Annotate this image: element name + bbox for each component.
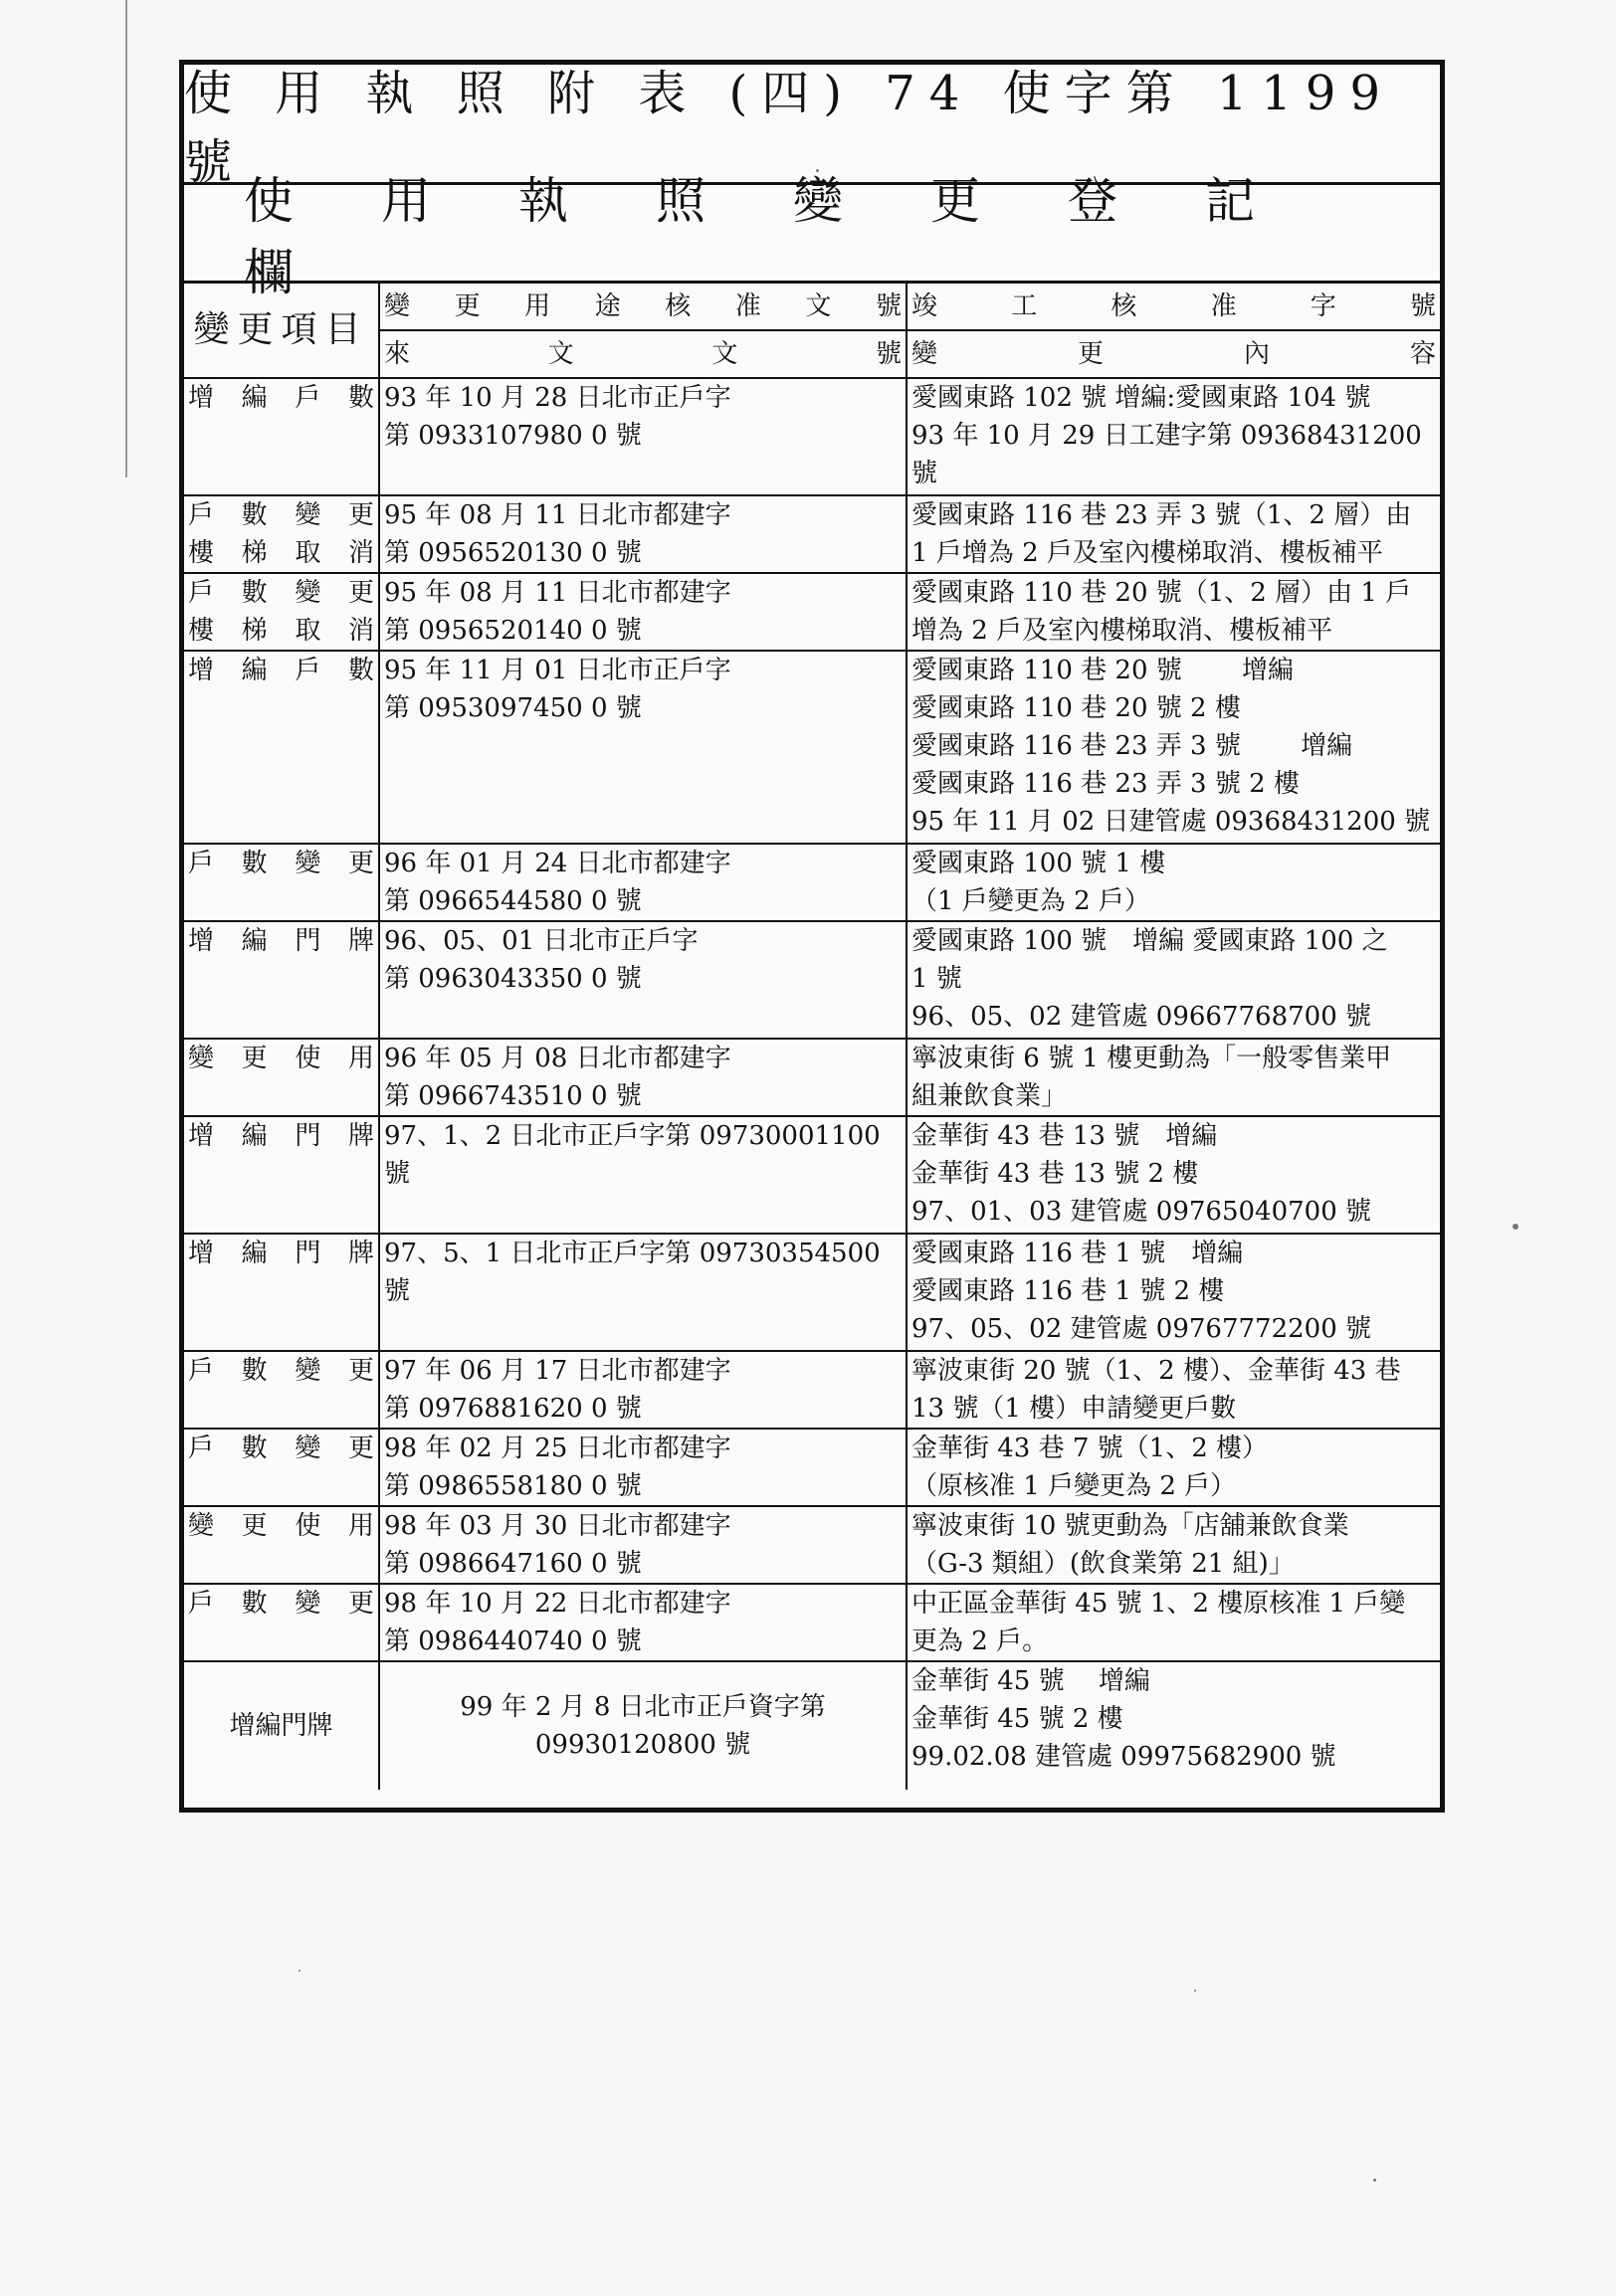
change-item-cell (184, 1351, 379, 1429)
approval-ref-line: 第 0933107980 0 號 (384, 421, 642, 451)
approval-ref-line: 99 年 2 月 8 日北市正戶資字第 (460, 1692, 826, 1722)
approval-ref-cell (379, 844, 907, 921)
change-content-line: 金華街 45 號 2 樓 (911, 1704, 1123, 1734)
change-content-cell (907, 1506, 1440, 1584)
table-row (184, 1661, 1440, 1790)
change-item-label: 增 編 戶 數 (188, 656, 374, 685)
change-content-line: 金華街 43 巷 13 號 增編 (911, 1121, 1218, 1151)
change-content-line: 寧波東街 10 號更動為「店舖兼飲食業 (911, 1511, 1349, 1541)
change-content-cell (907, 495, 1440, 573)
scan-speck (299, 1970, 301, 1972)
change-content-line: 愛國東路 116 巷 23 弄 3 號（1、2 層）由 (911, 500, 1412, 530)
change-item-label: 戶 數 變 更 (188, 1434, 374, 1463)
change-content-line: 1 戶增為 2 戶及室內樓梯取消、樓板補平 (911, 538, 1383, 568)
change-register-table (184, 284, 1440, 1790)
approval-ref-line: 號 (384, 1159, 411, 1189)
change-content-line: 愛國東路 110 巷 20 號 2 樓 (911, 693, 1241, 723)
change-content-line: 愛國東路 110 巷 20 號 增編 (911, 656, 1295, 685)
approval-ref-line: 96 年 01 月 24 日北市都建字 (384, 849, 731, 878)
change-item-label: 戶 數 變 更 (188, 1589, 374, 1619)
change-content-line: 13 號（1 樓）申請變更戶數 (911, 1394, 1237, 1424)
scan-speck (1373, 2179, 1376, 2182)
change-content-line: 95 年 11 月 02 日建管處 09368431200 號 (911, 807, 1431, 837)
change-content-cell (907, 1039, 1440, 1116)
scan-speck (1194, 1990, 1196, 1992)
approval-ref-cell (379, 1351, 907, 1429)
approval-ref-line: 97 年 06 月 17 日北市都建字 (384, 1356, 731, 1386)
change-item-cell (184, 495, 379, 573)
change-item-label: 戶 數 變 更 (188, 849, 374, 878)
change-item-label: 增 編 門 牌 (188, 926, 374, 956)
change-content-line: 號 (911, 459, 938, 488)
approval-ref-line: 96 年 05 月 08 日北市都建字 (384, 1044, 731, 1073)
approval-ref-line: 97、1、2 日北市正戶字第 09730001100 (384, 1121, 881, 1151)
table-row (184, 1584, 1440, 1661)
table-row (184, 651, 1440, 844)
approval-ref-line: 95 年 11 月 01 日北市正戶字 (384, 656, 731, 685)
header-incoming-ref: 來 文 文 號 (379, 330, 907, 378)
scan-speck (1513, 1224, 1518, 1230)
approval-ref-line: 號 (384, 1276, 411, 1306)
approval-ref-cell (379, 1661, 907, 1790)
approval-ref-cell (379, 1039, 907, 1116)
approval-ref-cell (379, 378, 907, 495)
change-content-line: 金華街 45 號 增編 (911, 1666, 1150, 1696)
change-item-label: 樓 梯 取 消 (188, 538, 374, 568)
change-item-label: 樓 梯 取 消 (188, 616, 374, 646)
approval-ref-line: 第 0986440740 0 號 (384, 1626, 642, 1656)
change-content-line: 96、05、02 建管處 09667768700 號 (911, 1002, 1372, 1032)
change-item-label: 戶 數 變 更 (188, 500, 374, 530)
change-content-cell (907, 1661, 1440, 1790)
table-row (184, 1429, 1440, 1506)
change-content-line: 1 號 (911, 964, 962, 994)
approval-ref-line: 第 0986558180 0 號 (384, 1471, 642, 1501)
change-content-line: 金華街 43 巷 13 號 2 樓 (911, 1159, 1199, 1189)
change-content-cell (907, 844, 1440, 921)
change-content-line: （原核准 1 戶變更為 2 戶） (911, 1471, 1237, 1501)
change-content-cell (907, 1116, 1440, 1234)
change-content-line: 寧波東街 20 號（1、2 樓）、金華街 43 巷 (911, 1356, 1401, 1386)
approval-ref-cell (379, 651, 907, 844)
approval-ref-line: 第 0966743510 0 號 (384, 1081, 642, 1111)
change-content-line: 中正區金華街 45 號 1、2 樓原核准 1 戶變 (911, 1589, 1406, 1619)
header-change-item: 變更項目 (184, 284, 379, 378)
approval-ref-cell (379, 1584, 907, 1661)
approval-ref-line: 98 年 10 月 22 日北市都建字 (384, 1589, 731, 1619)
change-item-cell (184, 1039, 379, 1116)
approval-ref-line: 第 0976881620 0 號 (384, 1394, 642, 1424)
change-content-line: （G-3 類組）(飲食業第 21 組)」 (911, 1549, 1295, 1579)
approval-ref-cell (379, 921, 907, 1039)
change-item-label: 增 編 門 牌 (188, 1121, 374, 1151)
change-item-label: 戶 數 變 更 (188, 578, 374, 608)
change-content-cell (907, 1429, 1440, 1506)
approval-ref-cell (379, 495, 907, 573)
change-item-cell (184, 1234, 379, 1351)
change-content-line: 愛國東路 110 巷 20 號（1、2 層）由 1 戶 (911, 578, 1412, 608)
approval-ref-line: 97、5、1 日北市正戶字第 09730354500 (384, 1239, 881, 1268)
approval-ref-line: 93 年 10 月 28 日北市正戶字 (384, 383, 731, 413)
change-item-label: 變 更 使 用 (188, 1511, 374, 1541)
change-item-cell (184, 844, 379, 921)
table-row (184, 1506, 1440, 1584)
approval-ref-cell (379, 573, 907, 651)
table-row (184, 573, 1440, 651)
change-content-line: 愛國東路 100 號 1 樓 (911, 849, 1166, 878)
change-item-cell (184, 1506, 379, 1584)
change-content-line: （1 戶變更為 2 戶） (911, 886, 1150, 916)
header-completion-ref: 竣 工 核 准 字 號 (907, 284, 1440, 330)
scan-speck (816, 169, 819, 172)
change-content-cell (907, 1234, 1440, 1351)
change-item-cell (184, 921, 379, 1039)
table-row (184, 844, 1440, 921)
change-item-cell (184, 1584, 379, 1661)
approval-ref-cell (379, 1506, 907, 1584)
approval-ref-line: 第 0956520130 0 號 (384, 538, 642, 568)
approval-ref-line: 第 0966544580 0 號 (384, 886, 642, 916)
change-item-label: 增 編 門 牌 (188, 1239, 374, 1268)
change-content-cell (907, 573, 1440, 651)
change-item-cell (184, 573, 379, 651)
header-approval-ref: 變 更 用 途 核 准 文 號 (379, 284, 907, 330)
approval-ref-line: 第 0986647160 0 號 (384, 1549, 642, 1579)
change-item-label: 增編門牌 (229, 1711, 333, 1741)
change-item-label: 增 編 戶 數 (188, 383, 374, 413)
approval-ref-line: 第 0963043350 0 號 (384, 964, 642, 994)
table-row (184, 1351, 1440, 1429)
change-content-cell (907, 921, 1440, 1039)
table-row (184, 1234, 1440, 1351)
change-content-line: 99.02.08 建管處 09975682900 號 (911, 1742, 1336, 1772)
approval-ref-cell (379, 1116, 907, 1234)
change-content-line: 寧波東街 6 號 1 樓更動為「一般零售業甲 (911, 1044, 1392, 1073)
change-content-cell (907, 1351, 1440, 1429)
table-row (184, 1116, 1440, 1234)
change-content-line: 增為 2 戶及室內樓梯取消、樓板補平 (911, 616, 1333, 646)
change-item-cell (184, 651, 379, 844)
scan-edge-line (125, 0, 127, 478)
change-item-label: 變 更 使 用 (188, 1044, 374, 1073)
header-change-content: 變 更 內 容 (907, 330, 1440, 378)
change-content-line: 97、05、02 建管處 09767772200 號 (911, 1314, 1372, 1344)
table-row (184, 378, 1440, 495)
change-content-line: 金華街 43 巷 7 號（1、2 樓） (911, 1434, 1269, 1463)
change-item-cell (184, 1661, 379, 1790)
change-item-label: 戶 數 變 更 (188, 1356, 374, 1386)
approval-ref-line: 第 0956520140 0 號 (384, 616, 642, 646)
approval-ref-line: 98 年 02 月 25 日北市都建字 (384, 1434, 731, 1463)
approval-ref-line: 95 年 08 月 11 日北市都建字 (384, 500, 731, 530)
change-content-line: 愛國東路 116 巷 23 弄 3 號 增編 (911, 731, 1353, 761)
change-content-line: 愛國東路 100 號 增編 愛國東路 100 之 (911, 926, 1388, 956)
approval-ref-line: 96、05、01 日北市正戶字 (384, 926, 699, 956)
table-row (184, 495, 1440, 573)
change-content-cell (907, 378, 1440, 495)
change-item-cell (184, 1116, 379, 1234)
approval-ref-cell (379, 1429, 907, 1506)
change-content-line: 愛國東路 116 巷 1 號 2 樓 (911, 1276, 1225, 1306)
page-title: 使 用 執 照 附 表 (四) 74 使字第 1199 號 (184, 65, 1440, 185)
change-content-cell (907, 651, 1440, 844)
table-row (184, 921, 1440, 1039)
change-content-line: 更為 2 戶。 (911, 1626, 1049, 1656)
change-content-line: 愛國東路 116 巷 23 弄 3 號 2 樓 (911, 769, 1300, 799)
approval-ref-line: 98 年 03 月 30 日北市都建字 (384, 1511, 731, 1541)
table-row (184, 1039, 1440, 1116)
change-content-line: 愛國東路 116 巷 1 號 增編 (911, 1239, 1244, 1268)
change-content-line: 97、01、03 建管處 09765040700 號 (911, 1197, 1372, 1227)
change-item-cell (184, 378, 379, 495)
approval-ref-line: 第 0953097450 0 號 (384, 693, 642, 723)
change-item-cell (184, 1429, 379, 1506)
change-content-line: 組兼飲食業」 (911, 1081, 1068, 1111)
license-sheet (179, 60, 1445, 1813)
change-content-line: 93 年 10 月 29 日工建字第 09368431200 (911, 421, 1422, 451)
approval-ref-line: 09930120800 號 (534, 1730, 751, 1760)
change-content-line: 愛國東路 102 號 增編:愛國東路 104 號 (911, 383, 1371, 413)
change-content-cell (907, 1584, 1440, 1661)
section-title: 使用執照變更登記欄 (184, 185, 1440, 284)
approval-ref-cell (379, 1234, 907, 1351)
approval-ref-line: 95 年 08 月 11 日北市都建字 (384, 578, 731, 608)
